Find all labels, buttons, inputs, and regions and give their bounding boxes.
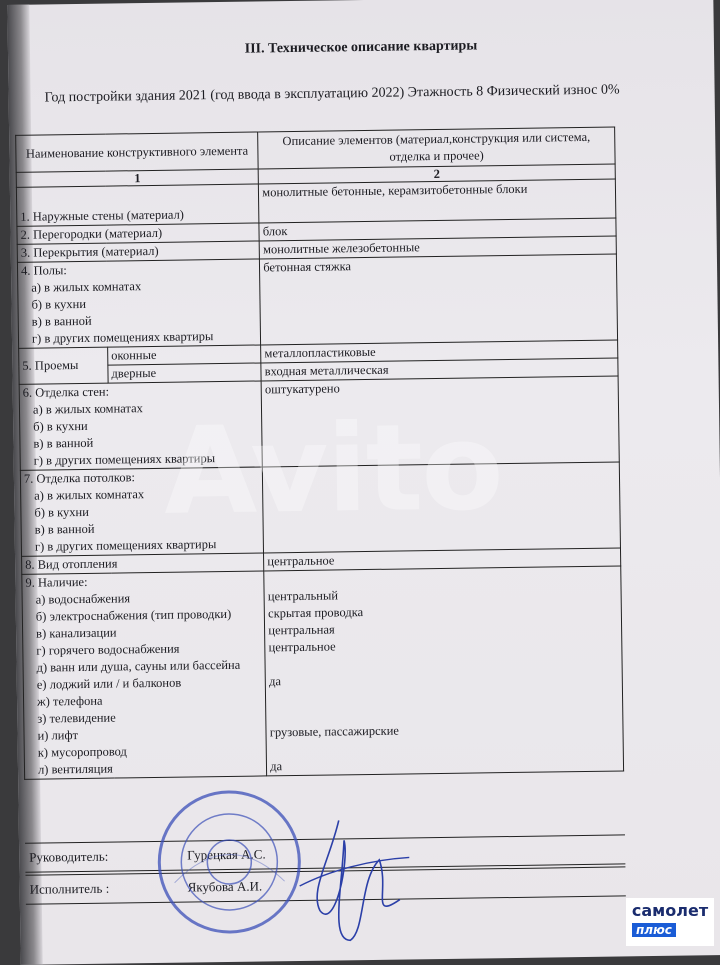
- row-subitem: г) в других помещениях квартиры: [34, 537, 217, 554]
- table-row: [22, 566, 624, 779]
- header-element-name: Наименование конструктивного элемента: [16, 132, 259, 172]
- row-value: оштукатурено: [261, 376, 619, 467]
- row-value: металлопластиковые: [261, 340, 618, 363]
- row-subvalue: да: [270, 759, 283, 774]
- row-value: бетонная стяжка: [260, 254, 618, 345]
- document-title: III. Техническое описание квартиры: [244, 38, 478, 57]
- row-sublabel: дверные: [108, 363, 261, 383]
- row-label: 7. Отделка потолков:: [23, 470, 136, 486]
- samolet-plus-logo: [626, 898, 714, 946]
- row-subitem: в) в ванной: [31, 313, 92, 329]
- row-subvalue: грузовые, пассажирские: [269, 723, 400, 740]
- logo-badge: плюс: [632, 923, 676, 937]
- row-label: 8. Вид отопления: [22, 553, 264, 574]
- row-value: центральное: [264, 548, 621, 571]
- row-subitem: б) в кухни: [34, 504, 89, 520]
- row-subitem: а) водоснабжения: [35, 591, 131, 607]
- row-label: 4. Полы:: [20, 263, 67, 278]
- row-values-group: [264, 566, 624, 776]
- row-subitem: з) телевидение: [37, 710, 116, 726]
- row-value: блок: [259, 218, 616, 241]
- manager-label: Руководитель:: [29, 848, 109, 865]
- row-subitem: г) в других помещениях квартиры: [31, 329, 214, 346]
- watermark-text: Avito: [162, 398, 503, 542]
- table-row: [17, 254, 617, 348]
- row-subitem: г) горячего водоснабжения: [36, 641, 180, 658]
- row-subvalue: скрытая проводка: [268, 605, 364, 621]
- building-info: Год постройки здания 2021 (год ввода в эксплуатацию 2022) Этажность 8 Физический износ 0%: [44, 82, 620, 106]
- row-subvalue: центральный: [267, 588, 339, 604]
- row-subvalue: центральное: [268, 639, 336, 655]
- row-subitem: а) в жилых комнатах: [31, 279, 142, 295]
- round-stamp-icon: [153, 786, 305, 938]
- row-subvalue: центральная: [268, 622, 335, 638]
- row-subitem: л) вентиляция: [37, 761, 113, 777]
- row-value: входная металлическая: [261, 358, 618, 381]
- executor-name: Якубова А.И.: [187, 878, 263, 895]
- row-subitem: в) в ванной: [34, 521, 95, 537]
- row-subitem: д) ванн или душа, сауны или бассейна: [36, 657, 241, 675]
- document-page: [7, 0, 720, 965]
- row-label: 5. Проемы: [19, 347, 108, 384]
- row-subitem: к) мусоропровод: [37, 744, 127, 760]
- row-sublabel: оконные: [108, 345, 261, 365]
- avito-watermark: [163, 398, 503, 542]
- column-number-2: 2: [258, 164, 615, 184]
- row-label-group: [22, 571, 267, 779]
- row-label: 2. Перегородки (материал): [17, 223, 259, 244]
- row-label: 3. Перекрытия (материал): [17, 241, 259, 262]
- row-subitem: и) лифт: [37, 728, 79, 743]
- row-subvalue: да: [268, 674, 282, 689]
- row-value: монолитные бетонные, керамзитобетонные блоки: [259, 179, 616, 223]
- column-number-1: 1: [16, 169, 258, 187]
- executor-label: Исполнитель :: [29, 880, 110, 897]
- row-label: 1. Наружные стены (материал): [16, 184, 259, 226]
- row-subitem: в) в ванной: [33, 435, 94, 451]
- row-value: монолитные железобетонные: [259, 236, 616, 259]
- logo-text: самолет: [631, 901, 709, 920]
- handwritten-signature-icon: [288, 799, 430, 951]
- row-subitem: а) в жилых комнатах: [34, 487, 145, 503]
- header-description: Описание элементов (материал,конструкция или система, отделка и прочее): [258, 127, 615, 169]
- row-label-group: [17, 259, 260, 348]
- row-label: 9. Наличие:: [25, 574, 88, 590]
- row-subitem: б) в кухни: [31, 296, 87, 312]
- row-subitem: ж) телефона: [36, 693, 103, 709]
- row-subitem: а) в жилых комнатах: [32, 401, 143, 417]
- row-subitem: е) лоджий или / и балконов: [36, 675, 182, 692]
- row-subitem: г) в других помещениях квартиры: [33, 451, 216, 468]
- row-label: 6. Отделка стен:: [22, 384, 110, 400]
- manager-name: Гурецкая А.С.: [187, 846, 266, 863]
- row-subitem: б) электроснабжения (тип проводки): [35, 606, 232, 624]
- row-subitem: б) в кухни: [33, 418, 88, 434]
- row-subitem: в) канализации: [36, 625, 117, 641]
